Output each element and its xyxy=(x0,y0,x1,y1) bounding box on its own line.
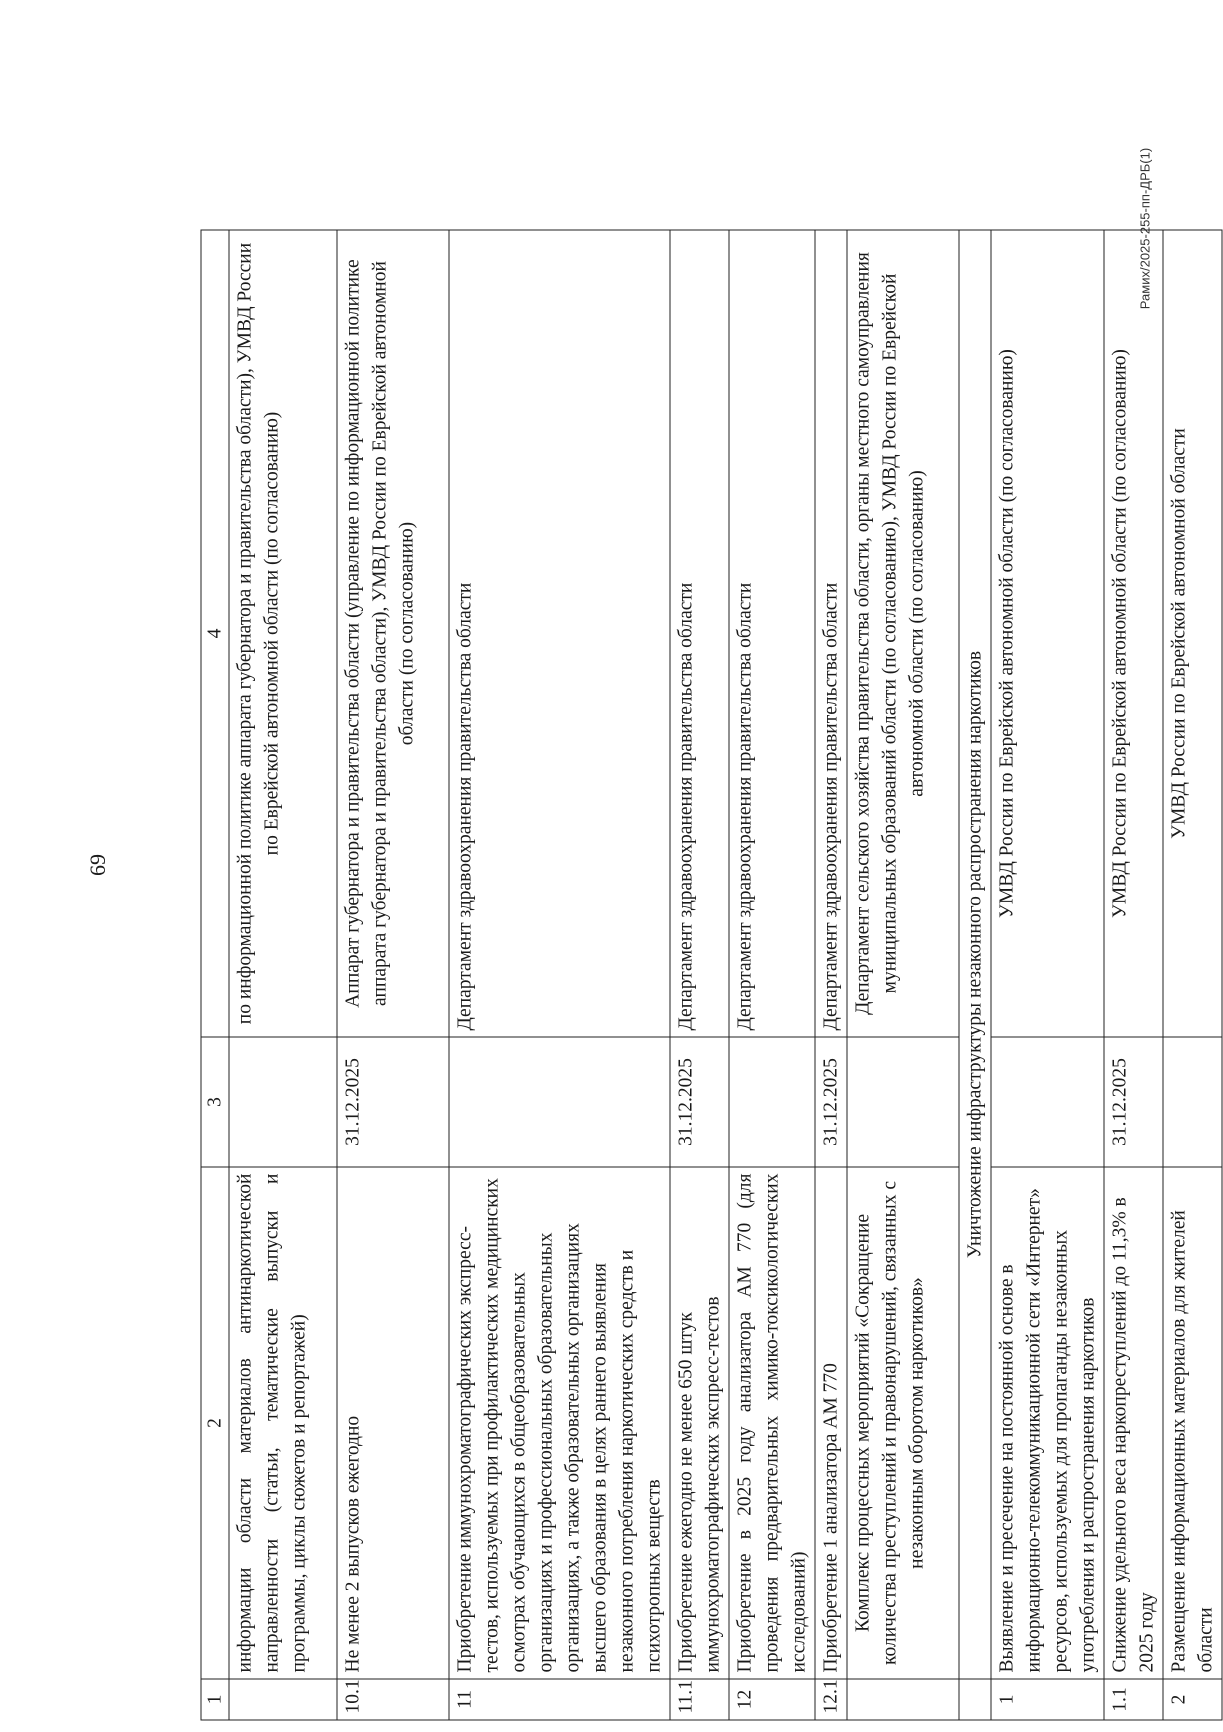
table-row xyxy=(729,230,815,1720)
footer-document-code: Рамих/2025-255-пп-ДРБ(1) xyxy=(1137,147,1153,310)
table-row xyxy=(1163,230,1222,1720)
row-deadline: 31.12.2025 xyxy=(337,1037,449,1167)
header-col-1: 1 xyxy=(201,1679,229,1720)
row-responsible: Департамент здравоохранения правительства области xyxy=(729,230,815,1037)
row-description: Размещение информационных материалов для жителей области xyxy=(1163,1167,1222,1679)
row-number: 1.1 xyxy=(1104,1679,1163,1720)
row-description: Приобретение иммунохроматографических экспресс-тестов, используемых при профилактических медицинских осмотрах обучающихся в общеобразовательных организациях и профессиональных образовательных организациях, а также образовательных организациях высшего образования в целях раннего выявления незаконного потребления наркотических средств и психотропных веществ xyxy=(449,1167,670,1679)
table-row xyxy=(229,230,337,1720)
row-responsible: Департамент здравоохранения правительства области xyxy=(670,230,729,1037)
row-deadline xyxy=(729,1037,815,1167)
row-responsible: Департамент здравоохранения правительства области xyxy=(449,230,670,1037)
row-number xyxy=(229,1679,337,1720)
row-responsible: Департамент сельского хозяйства правительства области, органы местного самоуправления муниципальных образований области (по согласованию), УМВД России по Еврейской автономной области (по согласованию) xyxy=(847,230,959,1037)
row-description: Приобретение в 2025 году анализатора АМ 770 (для проведения предварительных химико-токсикологических исследований) xyxy=(729,1167,815,1679)
row-deadline xyxy=(991,1037,1104,1167)
row-description: информации области материалов антинаркотической направленности (статьи, тематические выпуски и программы, циклы сюжетов и репортажей) xyxy=(229,1167,337,1679)
row-responsible: по информационной политике аппарата губернатора и правительства области), УМВД России по Еврейской автономной области (по согласованию) xyxy=(229,230,337,1037)
section-number xyxy=(959,1679,991,1720)
row-deadline: 31.12.2025 xyxy=(670,1037,729,1167)
table-row xyxy=(847,230,959,1720)
header-col-3: 3 xyxy=(201,1037,229,1167)
row-deadline xyxy=(449,1037,670,1167)
section-row xyxy=(959,230,991,1720)
table-row xyxy=(670,230,729,1720)
row-responsible: Департамент здравоохранения правительства области xyxy=(815,230,847,1037)
row-number: 11.1 xyxy=(670,1679,729,1720)
row-description: Не менее 2 выпусков ежегодно xyxy=(337,1167,449,1679)
row-responsible: УМВД России по Еврейской автономной области (по согласованию) xyxy=(991,230,1104,1037)
row-description: Приобретение 1 анализатора АМ 770 xyxy=(815,1167,847,1679)
header-row xyxy=(201,230,229,1720)
row-number: 10.1 xyxy=(337,1679,449,1720)
table-row xyxy=(449,230,670,1720)
row-responsible: УМВД России по Еврейской автономной области (по согласованию) xyxy=(1104,230,1163,1037)
row-deadline xyxy=(229,1037,337,1167)
table-row xyxy=(991,230,1104,1720)
header-col-4: 4 xyxy=(201,230,229,1037)
row-description: Снижение удельного веса наркопреступлений до 11,3% в 2025 году xyxy=(1104,1167,1163,1679)
plan-table xyxy=(201,230,1223,1721)
row-number: 12.1 xyxy=(815,1679,847,1720)
row-number: 11 xyxy=(449,1679,670,1720)
header-col-2: 2 xyxy=(201,1167,229,1679)
section-title: Уничтожение инфраструктуры незаконного распространения наркотиков xyxy=(959,230,991,1679)
row-description: Приобретение ежегодно не менее 650 штук иммунохроматографических экспресс-тестов xyxy=(670,1167,729,1679)
page-number: 69 xyxy=(85,854,110,876)
row-description: Выявление и пресечение на постоянной основе в информационно-телекоммуникационной сети «Интернет» ресурсов, используемых для пропаганды незаконных употребления и распространения наркотиков xyxy=(991,1167,1104,1679)
table-row xyxy=(815,230,847,1720)
row-responsible: Аппарат губернатора и правительства области (управление по информационной политике аппарата губернатора и правительства области), УМВД России по Еврейской автономной области (по согласованию) xyxy=(337,230,449,1037)
row-deadline xyxy=(1163,1037,1222,1167)
row-number: 1 xyxy=(991,1679,1104,1720)
row-number xyxy=(847,1679,959,1720)
row-deadline xyxy=(847,1037,959,1167)
row-deadline: 31.12.2025 xyxy=(1104,1037,1163,1167)
table-row xyxy=(337,230,449,1720)
row-deadline: 31.12.2025 xyxy=(815,1037,847,1167)
rotated-page xyxy=(201,231,1217,1721)
complex-title: Комплекс процессных мероприятий «Сокращение количества преступлений и правонарушений, связанных с незаконным оборотом наркотиков» xyxy=(847,1167,959,1679)
row-responsible: УМВД России по Еврейской автономной области xyxy=(1163,230,1222,1037)
table-row xyxy=(1104,230,1163,1720)
row-number: 2 xyxy=(1163,1679,1222,1720)
row-number: 12 xyxy=(729,1679,815,1720)
